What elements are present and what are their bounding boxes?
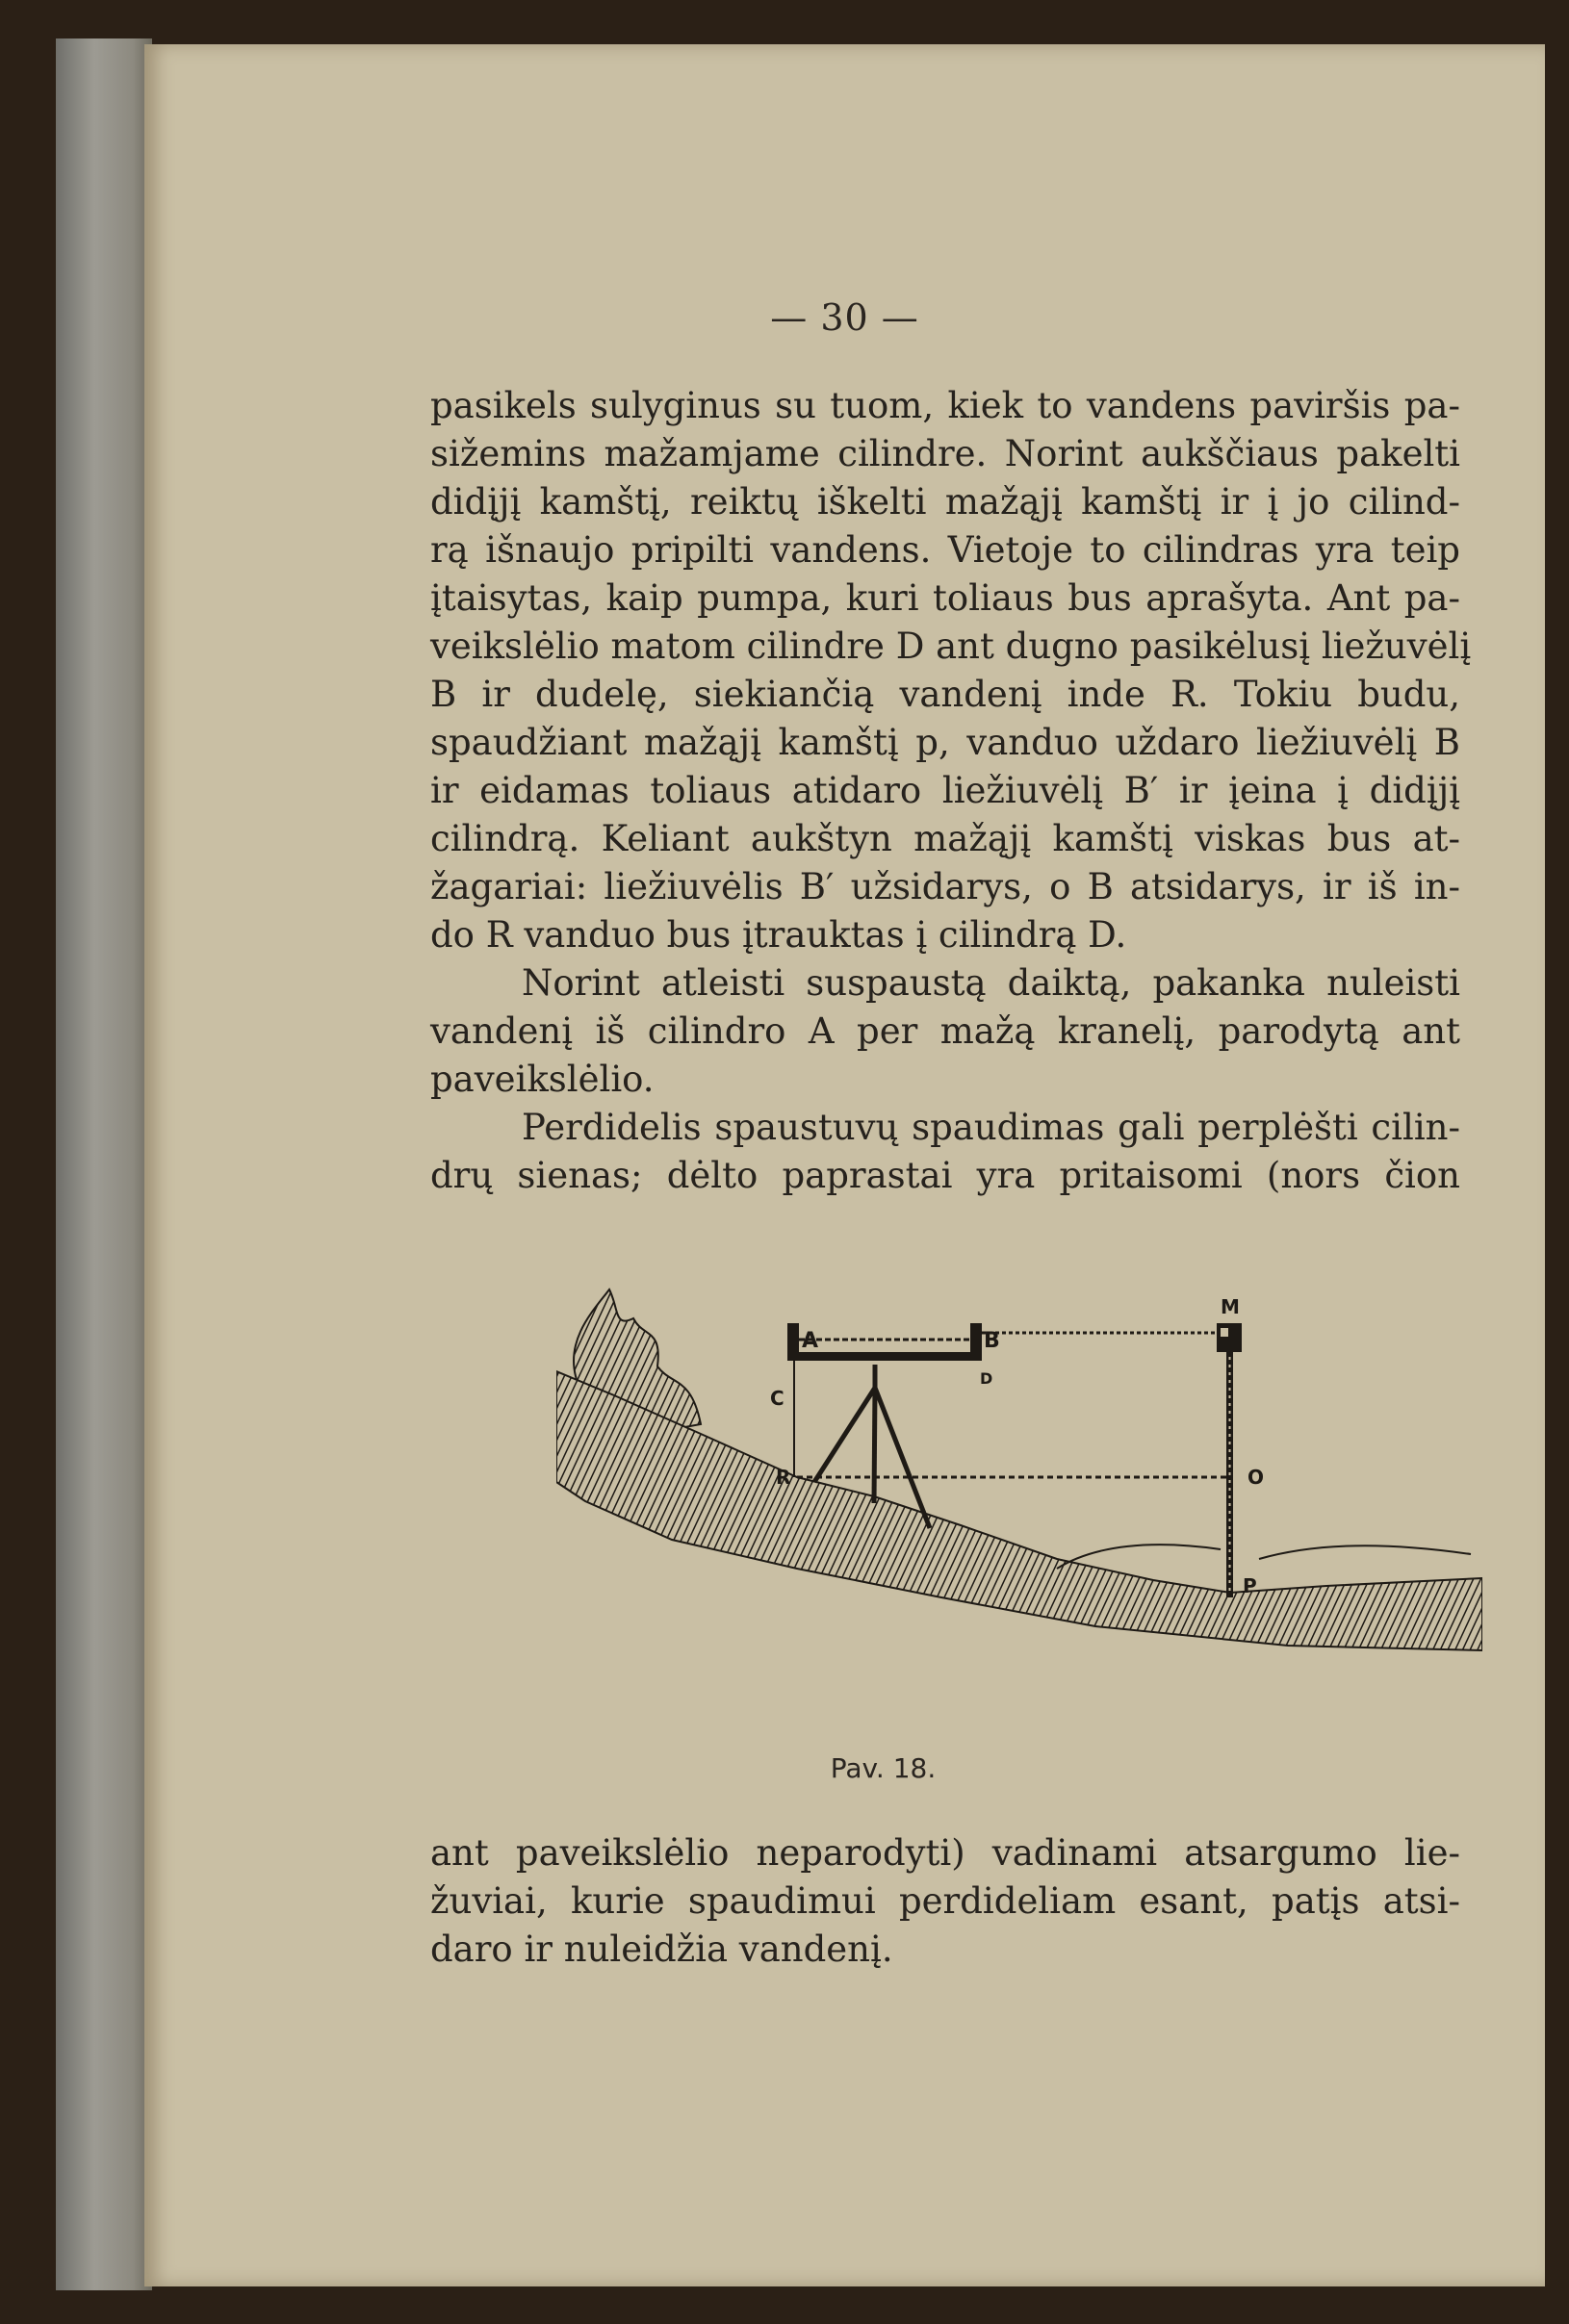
text-line: ant paveikslėlio neparodyti) vadinami atsargumo lie- [430, 1832, 1460, 1874]
label-m: M [1221, 1295, 1240, 1318]
page-stack-edge [56, 38, 152, 2290]
label-d: D [980, 1369, 993, 1388]
text-line: daro ir nuleidžia vandenį. [430, 1928, 893, 1970]
text-line: žuviai, kurie spaudimui perdideliam esant, patįs atsi- [430, 1880, 1460, 1922]
text-line: paveikslėlio. [430, 1059, 655, 1100]
book-page [144, 44, 1545, 2286]
label-c: C [770, 1387, 784, 1410]
text-line: ir eidamas toliaus atidaro liežiuvėlį B′ ir įeina į didįjį [430, 770, 1460, 811]
text-line: rą išnaujo pripilti vandens. Vietoje to cilindras yra teip [430, 529, 1460, 571]
text-line: do R vanduo bus įtrauktas į cilindrą D. [430, 914, 1127, 956]
label-a: A [802, 1329, 819, 1353]
text-line: B ir dudelę, siekiančią vandenį inde R. Tokiu budu, [430, 674, 1460, 715]
body-text-top [430, 382, 1472, 1200]
staff-target [1217, 1323, 1242, 1352]
body-text-bottom [430, 1829, 1460, 1974]
figure-leveling-instrument [556, 1280, 1482, 1665]
label-b: B [984, 1329, 1000, 1353]
text-line: didįjį kamštį, reiktų iškelti mažąjį kamštį ir į jo cilind- [430, 481, 1460, 523]
text-line: pasikels sulyginus su tuom, kiek to vandens paviršis pa- [430, 385, 1460, 426]
label-r: R [776, 1466, 791, 1489]
text-line: žagariai: liežiuvėlis B′ užsidarys, o B atsidarys, ir iš in- [430, 866, 1460, 907]
text-line: įtaisytas, kaip pumpa, kuri toliaus bus aprašyta. Ant pa- [430, 577, 1460, 619]
text-line: drų sienas; dėlto paprastai yra pritaisomi (nors čion [430, 1155, 1460, 1196]
instrument-bar [787, 1352, 982, 1361]
label-p: P [1243, 1574, 1257, 1597]
text-line: vandenį iš cilindro A per mažą kranelį, parodytą ant [430, 1010, 1460, 1052]
label-o: O [1247, 1466, 1265, 1489]
text-line: Norint atleisti suspaustą daiktą, pakanka nuleisti [522, 962, 1460, 1004]
text-line: veikslėlio matom cilindre D ant dugno pasikėlusį liežuvėlį [430, 626, 1472, 667]
text-line: cilindrą. Keliant aukštyn mažąjį kamštį viskas bus at- [430, 818, 1460, 859]
text-line: sižemins mažamjame cilindre. Norint aukščiaus pakelti [430, 433, 1460, 474]
text-line: Perdidelis spaustuvų spaudimas gali perplėšti cilin- [522, 1107, 1460, 1148]
page-number: — 30 — [770, 296, 919, 339]
figure-caption: Pav. 18. [830, 1752, 937, 1784]
text-line: spaudžiant mažąjį kamštį p, vanduo uždaro liežiuvėlį B [430, 722, 1460, 763]
